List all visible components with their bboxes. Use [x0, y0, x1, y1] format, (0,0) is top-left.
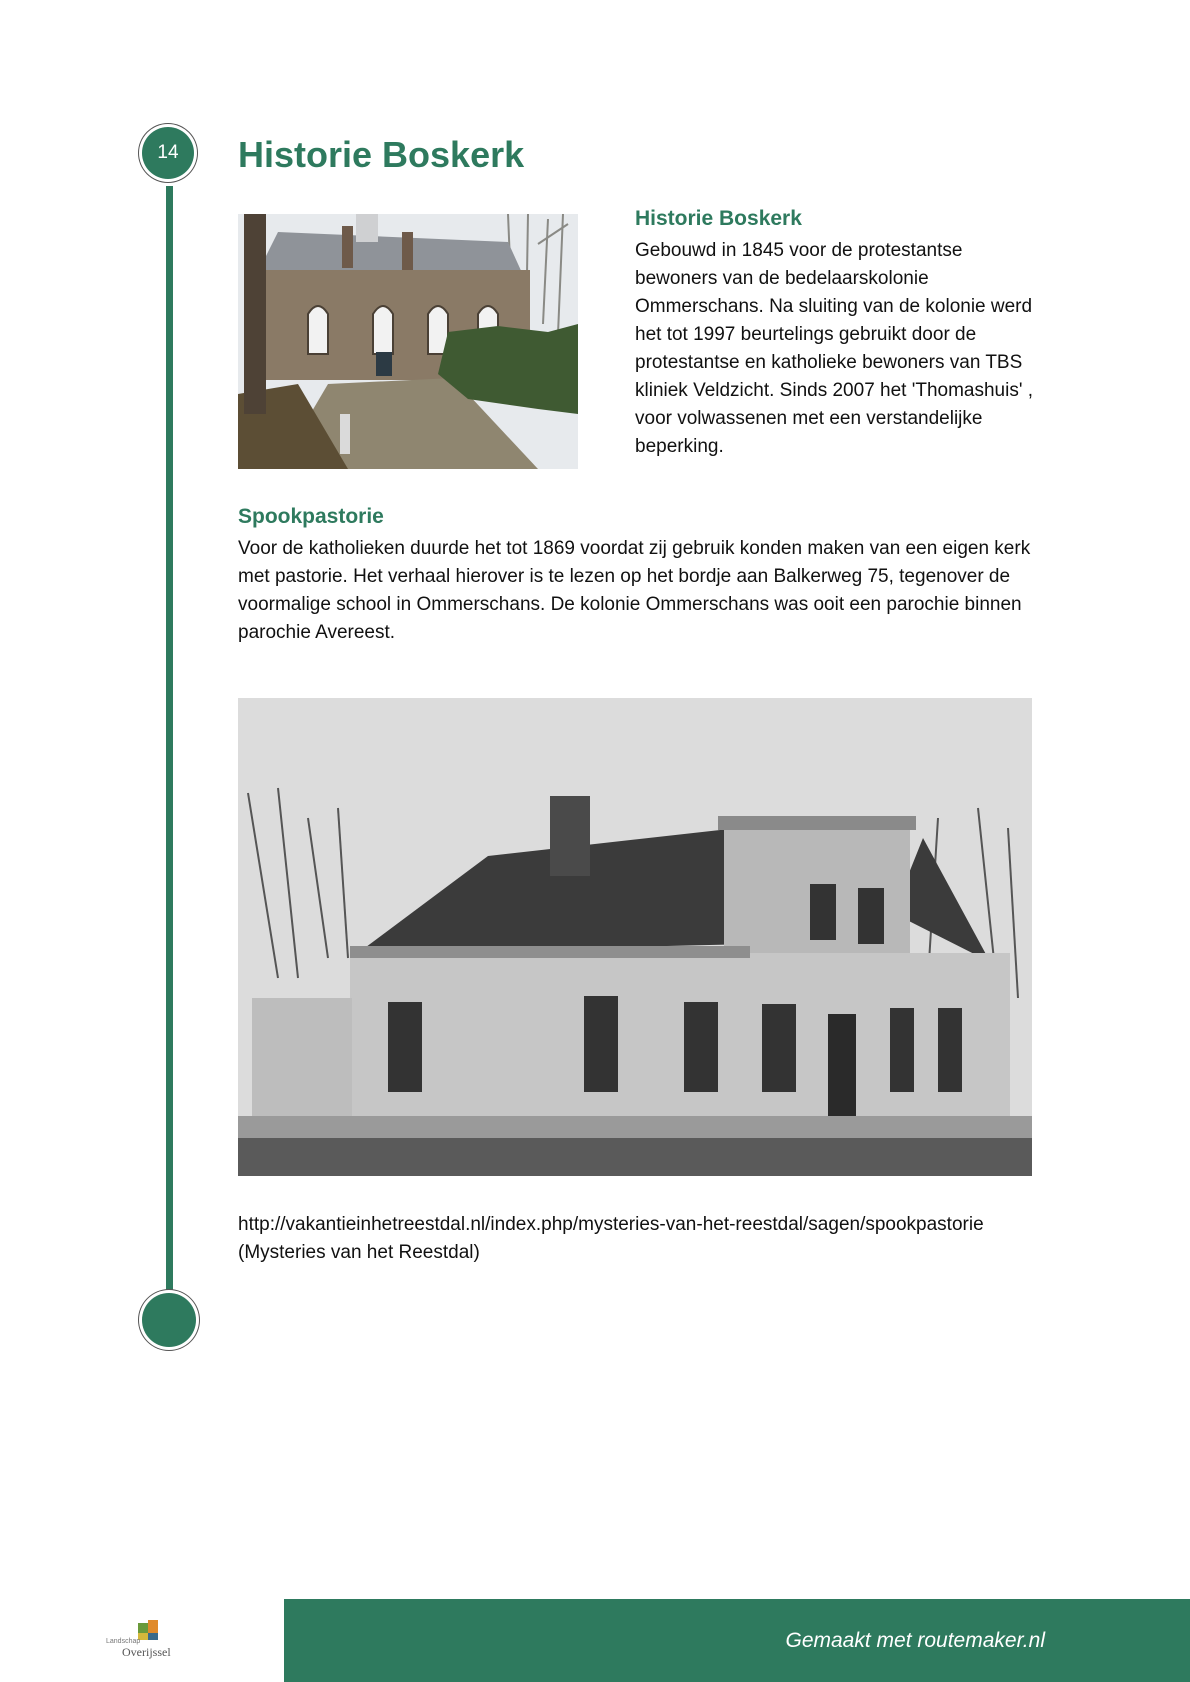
intro-text: Gebouwd in 1845 voor de protestantse bewoners van de bedelaarskolonie Ommerschans. Na sluiting van de kolonie werd het tot 1997 beurtelings gebruikt door de protestantse en katholieke bewoners van TBS kliniek Veldzicht. Sinds 2007 het 'Thomashuis' , voor volwassenen met een verstandelijke beperking.	[635, 240, 1034, 457]
footer-text[interactable]: Gemaakt met routemaker.nl	[785, 1629, 1045, 1652]
page-title: Historie Boskerk	[238, 134, 525, 175]
pastorie-photo	[238, 698, 1032, 1176]
ghost-text: Voor de katholieken duurde het tot 1869 voordat zij gebruik konden maken van een eigen kerk met pastorie. Het verhaal hierover is te lezen op het bordje aan Balkerweg 75, tegenover de voormalige school in Ommerschans. De kolonie Ommerschans was ooit een parochie binnen parochie Avereest.	[238, 538, 1031, 643]
intro-block	[635, 207, 1045, 461]
church-photo	[238, 214, 578, 469]
source-block	[238, 1211, 1038, 1267]
logo-big-text: Overijssel	[122, 1645, 171, 1659]
intro-heading: Historie Boskerk	[635, 207, 802, 230]
timeline-line	[166, 186, 173, 1294]
source-label: (Mysteries van het Reestdal)	[238, 1242, 480, 1263]
logo-small-text: Landschap	[106, 1638, 141, 1645]
ghost-section	[238, 505, 1038, 647]
step-number-badge: 14	[142, 127, 194, 179]
ghost-heading: Spookpastorie	[238, 505, 384, 528]
source-url[interactable]: http://vakantieinhetreestdal.nl/index.php/mysteries-van-het-reestdal/sagen/spookpastorie	[238, 1214, 984, 1235]
landschap-overijssel-logo	[106, 1620, 186, 1662]
timeline-end-dot	[142, 1293, 196, 1347]
footer-bar	[284, 1599, 1190, 1682]
